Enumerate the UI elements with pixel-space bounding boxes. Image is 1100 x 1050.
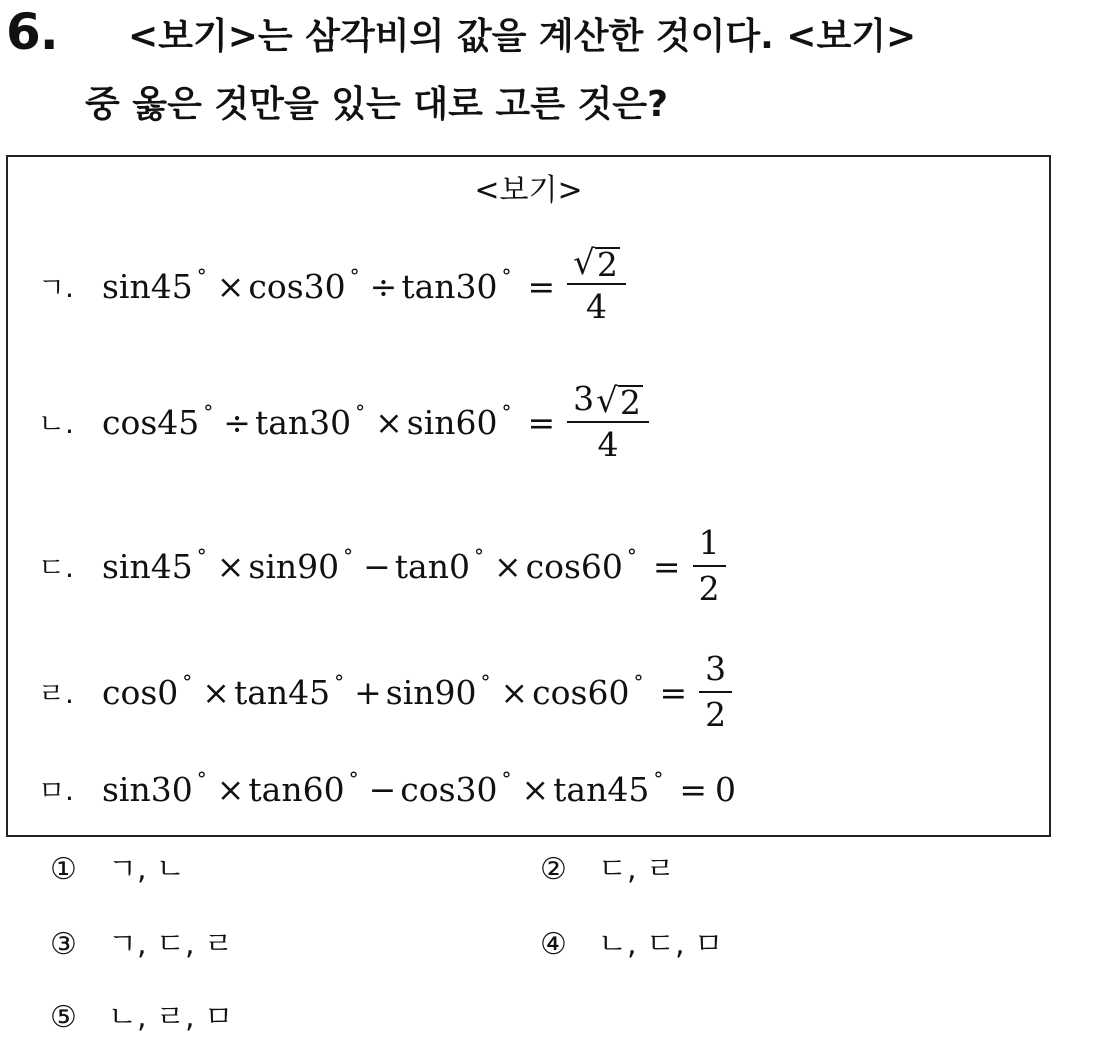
bogi-item-5 [38,769,736,809]
operator: × [216,546,245,586]
fraction-numerator [567,245,626,285]
operator: ÷ [369,266,398,306]
question-text-line-2: 중 옳은 것만을 있는 대로 고른 것은? [85,84,668,125]
degree-symbol: ° [501,767,512,791]
answer-choice-2[interactable] [540,850,675,890]
equals-sign: = [527,266,556,306]
term: sin90 [248,546,340,586]
item-label: ㄴ. [38,407,74,440]
fraction [567,245,626,327]
item-expression [102,649,732,735]
choice-number: ⑤ [50,1000,77,1035]
choice-text: ㄱ, ㄷ, ㄹ [108,927,234,962]
choice-number: ③ [50,927,77,962]
choice-number: ① [50,852,77,887]
operator: × [216,266,245,306]
choice-text: ㄴ, ㄹ, ㅁ [108,1000,234,1035]
degree-symbol: ° [349,264,360,288]
degree-symbol: ° [473,544,484,568]
operator: − [363,546,391,586]
equals-sign: = [652,546,681,586]
coefficient: 3 [573,379,595,418]
choice-number: ② [540,852,567,887]
sqrt-symbol: √ [573,243,595,283]
operator: ÷ [223,402,251,442]
term: sin90 [385,672,477,712]
degree-symbol: ° [182,670,193,694]
question-text-line-1: <보기>는 삼각비의 값을 계산한 것이다. <보기> [128,16,917,57]
choice-text: ㄱ, ㄴ [108,852,186,887]
answer-choice-4[interactable] [540,925,723,965]
bogi-title: <보기> [474,173,583,208]
term: sin45 [102,546,193,586]
fraction-numerator [567,379,649,423]
term: tan45 [233,672,331,712]
operator: × [375,402,403,442]
item-expression [102,245,626,327]
bogi-box [6,155,1051,837]
degree-symbol: ° [626,544,637,568]
degree-symbol: ° [653,767,664,791]
term: cos60 [532,672,630,712]
degree-symbol: ° [355,400,366,424]
answer-choice-5[interactable] [50,998,233,1038]
term: tan60 [248,769,345,809]
term: sin45 [102,266,193,306]
degree-symbol: ° [334,670,345,694]
answer-choice-1[interactable] [50,850,185,890]
choice-text: ㄴ, ㄷ, ㅁ [598,927,724,962]
term: cos30 [400,769,498,809]
choice-text: ㄷ, ㄹ [598,852,676,887]
fraction-denominator: 4 [597,425,619,464]
item-label: ㅁ. [38,774,74,807]
sqrt-argument: 2 [619,383,641,422]
fraction-numerator: 1 [693,523,726,567]
degree-symbol: ° [348,767,359,791]
fraction-denominator: 2 [698,569,720,608]
degree-symbol: ° [196,767,207,791]
item-label: ㄱ. [38,271,74,304]
square-root [596,381,643,422]
operator: + [354,672,382,712]
term: tan0 [394,546,470,586]
fraction [699,649,732,735]
operator: × [500,672,529,712]
degree-symbol: ° [501,400,512,424]
square-root [573,243,620,284]
term: sin30 [102,769,193,809]
item-expression [102,523,726,609]
degree-symbol: ° [480,670,491,694]
equals-sign: = [527,402,556,442]
bogi-item-4 [38,649,732,735]
bogi-item-1 [38,245,626,327]
term: tan30 [254,402,352,442]
fraction-denominator: 4 [586,287,607,326]
degree-symbol: ° [196,544,207,568]
fraction-numerator: 3 [699,649,732,693]
equals-sign: = [659,672,688,712]
degree-symbol: ° [196,264,207,288]
choice-number: ④ [540,927,567,962]
operator: × [202,672,230,712]
term: cos45 [102,402,200,442]
operator: × [493,546,522,586]
operator: × [216,769,245,809]
answer-choice-3[interactable] [50,925,233,965]
item-label: ㄷ. [38,551,74,584]
term: tan30 [401,266,498,306]
equals-sign: = [679,769,708,809]
item-label: ㄹ. [38,677,74,710]
item-expression [102,379,649,465]
sqrt-argument: 2 [596,245,618,284]
item-expression [102,767,737,809]
degree-symbol: ° [343,544,354,568]
term: sin60 [406,402,498,442]
term: cos0 [102,672,179,712]
term: tan45 [553,769,650,809]
result-value: 0 [715,769,737,809]
term: cos30 [248,266,346,306]
operator: − [368,769,397,809]
bogi-item-2 [38,379,649,465]
sqrt-symbol: √ [596,381,618,421]
term: cos60 [525,546,623,586]
operator: × [521,769,550,809]
bogi-item-3 [38,523,726,609]
degree-symbol: ° [203,400,214,424]
degree-symbol: ° [633,670,644,694]
fraction-denominator: 2 [705,695,727,734]
fraction [567,379,649,465]
question-number: 6. [6,3,58,61]
fraction [693,523,726,609]
degree-symbol: ° [501,264,512,288]
